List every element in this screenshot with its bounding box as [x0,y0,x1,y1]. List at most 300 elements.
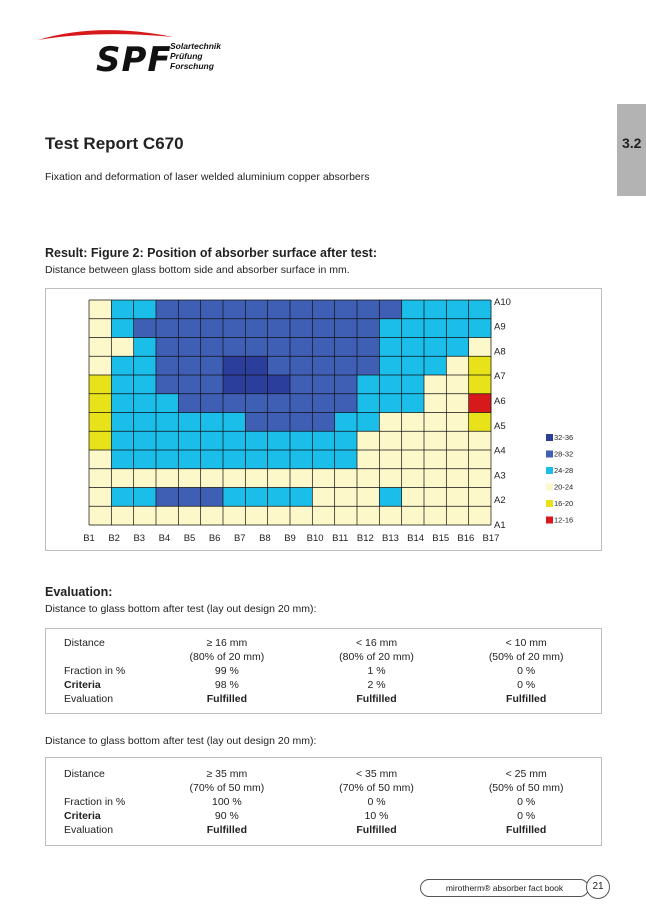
heatmap-cell [335,356,358,375]
heatmap-cell [469,319,492,338]
table-cell: Evaluation [64,693,114,705]
heatmap-cell [268,450,291,469]
evaluation-heading: Evaluation: [45,585,113,599]
heatmap-cell [357,469,380,488]
heatmap-cell [201,394,224,413]
logo-line-2: Prüfung [170,51,203,61]
x-tick-label: B4 [158,533,171,544]
heatmap-cell [223,394,246,413]
heatmap-cell [290,431,313,450]
heatmap-cell [223,300,246,319]
logo-brand: SPF [96,40,172,80]
heatmap-cell [156,300,179,319]
table-cell: ≥ 35 mm [206,768,248,780]
table-cell: (70% of 50 mm) [339,782,414,794]
heatmap-cell [178,375,201,394]
table-cell: Fulfilled [356,693,397,705]
legend-swatch [546,451,553,458]
heatmap-cell [357,506,380,525]
heatmap-cell [290,300,313,319]
heatmap-cell [402,338,425,357]
y-tick-label: A5 [494,420,506,432]
legend-swatch [546,467,553,474]
heatmap-cell [89,356,112,375]
heatmap-cell [312,338,335,357]
heatmap-cell [379,338,402,357]
heatmap-cell [469,356,492,375]
heatmap-cell [111,375,134,394]
table-cell: Evaluation [64,824,114,836]
heatmap-cell [424,356,447,375]
heatmap-cell [245,394,268,413]
heatmap-cell [268,413,291,432]
heatmap-cell [111,394,134,413]
heatmap-cell [268,488,291,507]
footer-book-title: mirotherm® absorber fact book [420,879,589,897]
heatmap-cell [223,375,246,394]
heatmap-cell [223,319,246,338]
heatmap-cell [89,338,112,357]
section-tab [617,104,646,196]
heatmap-cell [379,506,402,525]
heatmap-cell [469,488,492,507]
heatmap-cell [134,506,157,525]
heatmap-cell [111,338,134,357]
table-cell: 99 % [214,665,239,677]
heatmap-cell [357,356,380,375]
heatmap-cell [446,450,469,469]
heatmap-cell [402,319,425,338]
heatmap-cell [201,506,224,525]
heatmap-cell [335,450,358,469]
heatmap-cell [223,338,246,357]
heatmap-cell [134,375,157,394]
heatmap-cell [178,300,201,319]
table-cell: 10 % [364,810,389,822]
table-cell: 0 % [367,796,386,808]
heatmap-cell [357,413,380,432]
table-cell: 0 % [517,810,536,822]
heatmap-cell [335,488,358,507]
heatmap-cell [134,469,157,488]
heatmap-cell [469,300,492,319]
table-cell: < 10 mm [505,637,547,649]
heatmap-cell [469,450,492,469]
logo-line-1: Solartechnik [170,41,222,51]
heatmap-cell [446,413,469,432]
heatmap-cell [245,375,268,394]
heatmap-cell [268,506,291,525]
heatmap-cell [290,506,313,525]
heatmap-cell [402,469,425,488]
heatmap-cell [89,450,112,469]
heatmap-cell [446,356,469,375]
legend-swatch [546,500,553,507]
heatmap-cell [178,413,201,432]
legend-label: 28-32 [554,449,574,459]
heatmap-cell [89,394,112,413]
legend-label: 32-36 [554,433,574,442]
heatmap-cell [156,356,179,375]
heatmap-cell [134,394,157,413]
heatmap-cell [357,431,380,450]
heatmap-cell [379,431,402,450]
heatmap-cell [469,375,492,394]
heatmap-cell [156,394,179,413]
heatmap-cell [379,300,402,319]
heatmap-cell [268,338,291,357]
heatmap-cell [290,413,313,432]
heatmap-cell [89,319,112,338]
x-tick-label: B16 [457,533,475,544]
heatmap-cell [201,469,224,488]
heatmap-cell [424,450,447,469]
heatmap-cell [111,413,134,432]
y-tick-label: A8 [494,346,506,358]
section-tab-label: 3.2 [622,135,642,151]
heatmap-cell [379,356,402,375]
heatmap-cell [178,431,201,450]
heatmap-cell [402,356,425,375]
table-row [46,823,601,837]
table-cell: 2 % [367,679,386,691]
table-cell: 0 % [517,679,536,691]
heatmap-cell [178,356,201,375]
heatmap-cell [290,338,313,357]
heatmap-cell [469,394,492,413]
table-row [46,664,601,678]
heatmap-cell [469,338,492,357]
heatmap-cell [245,431,268,450]
table-row [46,678,601,692]
heatmap-cell [402,506,425,525]
heatmap-cell [402,431,425,450]
heatmap-cell [335,319,358,338]
heatmap-cell [245,413,268,432]
x-tick-label: B5 [183,533,196,544]
heatmap-cell [446,431,469,450]
heatmap-cell [111,319,134,338]
heatmap-cell [335,375,358,394]
heatmap-cell [134,488,157,507]
heatmap-cell [379,375,402,394]
table2-caption: Distance to glass bottom after test (lay out design 20 mm): [45,735,317,747]
heatmap-cell [312,394,335,413]
x-tick-label: B13 [382,533,399,544]
heatmap-cell [201,300,224,319]
heatmap-cell [89,488,112,507]
heatmap-cell [402,450,425,469]
table-row [46,809,601,823]
heatmap-cell [223,431,246,450]
x-tick-label: B11 [332,533,349,544]
heatmap-cell [89,506,112,525]
report-title: Test Report C670 [45,134,184,153]
heatmap-cell [290,319,313,338]
heatmap-cell [111,488,134,507]
legend-swatch [546,484,553,491]
y-tick-label: A9 [494,321,506,333]
heatmap-cell [178,319,201,338]
heatmap-cell [446,338,469,357]
heatmap-cell [424,394,447,413]
table-cell [46,650,152,664]
heatmap-cell [156,319,179,338]
heatmap-cell [379,394,402,413]
heatmap-cell [268,300,291,319]
heatmap-cell [134,431,157,450]
x-tick-label: B1 [83,533,95,544]
heatmap-cell [156,375,179,394]
table-cell: Fulfilled [206,824,248,836]
heatmap-cell [424,319,447,338]
logo-line-3: Forschung [170,61,214,71]
heatmap-cell [312,506,335,525]
table-cell: 98 % [214,679,239,691]
x-tick-label: B2 [108,533,120,544]
heatmap-cell [201,356,224,375]
table-cell: Criteria [64,679,101,691]
x-tick-label: B3 [133,533,146,544]
heatmap-cell [335,469,358,488]
heatmap-cell [290,394,313,413]
table-cell: Fulfilled [506,693,547,705]
chart-frame [45,288,602,551]
heatmap-cell [379,450,402,469]
heatmap-cell [357,319,380,338]
table-cell: 100 % [212,796,242,808]
result-heading: Result: Figure 2: Position of absorber surface after test: [45,246,378,260]
heatmap-cell [379,319,402,338]
heatmap-cell [201,450,224,469]
heatmap-cell [111,356,134,375]
heatmap-cell [245,300,268,319]
heatmap-cell [201,413,224,432]
table-cell: Fulfilled [356,824,397,836]
table-cell: (70% of 50 mm) [189,782,265,794]
x-tick-label: B17 [482,533,500,544]
legend-label: 20-24 [554,482,574,492]
heatmap-cell [89,469,112,488]
heatmap-cell [379,488,402,507]
heatmap-cell [134,300,157,319]
heatmap-cell [178,469,201,488]
heatmap-cell [245,469,268,488]
heatmap-cell [446,394,469,413]
table-row [46,650,601,664]
heatmap-cell [290,488,313,507]
table-row [46,795,601,809]
heatmap-cell [402,300,425,319]
heatmap-cell [357,394,380,413]
heatmap-cell [156,506,179,525]
table-cell [46,781,152,795]
result-subheading: Distance between glass bottom side and absorber surface in mm. [45,264,350,276]
heatmap-cell [357,450,380,469]
evaluation-table-1 [45,628,602,714]
x-tick-label: B9 [284,533,296,544]
heatmap-cell [469,469,492,488]
heatmap-cell [424,431,447,450]
heatmap-cell [89,413,112,432]
heatmap-cell [134,319,157,338]
heatmap-cell [424,506,447,525]
heatmap-cell [223,413,246,432]
table-cell: Fulfilled [206,693,248,705]
table-cell: 0 % [517,665,536,677]
page-number: 21 [586,875,610,899]
table-cell: 0 % [517,796,536,808]
heatmap-cell [245,506,268,525]
heatmap-cell [312,319,335,338]
heatmap-cell [245,488,268,507]
y-tick-label: A10 [494,296,511,308]
table-cell: (50% of 20 mm) [488,651,564,663]
heatmap-cell [424,375,447,394]
heatmap-cell [89,375,112,394]
heatmap-cell [134,413,157,432]
heatmap-cell [268,431,291,450]
heatmap-cell [134,450,157,469]
heatmap-cell [268,469,291,488]
heatmap-cell [268,356,291,375]
heatmap-cell [245,338,268,357]
heatmap-cell [178,488,201,507]
heatmap-cell [402,375,425,394]
heatmap-cell [156,431,179,450]
y-tick-label: A4 [494,445,506,457]
table-cell: Fulfilled [506,824,547,836]
legend-label: 12-16 [554,515,574,525]
heatmap-cell [290,469,313,488]
table-cell: 1 % [367,665,386,677]
table-cell: (80% of 20 mm) [189,651,265,663]
table-row [46,636,601,650]
legend-label: 16-20 [554,499,574,508]
heatmap-cell [357,488,380,507]
heatmap-cell [357,300,380,319]
table1-caption: Distance to glass bottom after test (lay out design 20 mm): [45,603,317,615]
y-tick-label: A7 [494,371,506,383]
heatmap-cell [312,413,335,432]
heatmap-cell [446,506,469,525]
heatmap-cell [156,450,179,469]
heatmap-cell [335,506,358,525]
heatmap-cell [290,356,313,375]
heatmap-cell [245,356,268,375]
heatmap-cell [134,356,157,375]
heatmap-cell [111,300,134,319]
heatmap-cell [312,356,335,375]
y-tick-label: A2 [494,495,506,507]
heatmap-cell [156,488,179,507]
heatmap-cell [178,450,201,469]
table-cell: 90 % [214,810,239,822]
heatmap-cell [312,300,335,319]
heatmap-cell [223,488,246,507]
heatmap-cell [268,319,291,338]
report-subtitle: Fixation and deformation of laser welded aluminium copper absorbers [45,171,370,183]
heatmap-cell [312,431,335,450]
table-cell: < 35 mm [355,768,398,780]
table-cell: Fraction in % [64,665,126,677]
heatmap-cell [379,413,402,432]
table-cell: Distance [64,637,105,649]
heatmap-cell [89,300,112,319]
heatmap-cell [89,431,112,450]
heatmap-cell [469,413,492,432]
heatmap-cell [424,338,447,357]
heatmap-cell [402,488,425,507]
heatmap-cell [178,338,201,357]
heatmap-cell [156,338,179,357]
table-cell: ≥ 16 mm [206,637,248,649]
heatmap-cell [469,506,492,525]
table-row [46,781,601,795]
heatmap-cell [446,488,469,507]
table-row [46,692,601,706]
x-tick-label: B8 [259,533,271,544]
heatmap-cell [223,450,246,469]
table-cell: Fraction in % [64,796,126,808]
heatmap-cell [111,469,134,488]
heatmap-cell [312,488,335,507]
heatmap-cell [469,431,492,450]
heatmap-cell [111,506,134,525]
y-tick-label: A6 [494,396,506,407]
heatmap-cell [201,375,224,394]
evaluation-table-2 [45,757,602,846]
heatmap-cell [268,394,291,413]
heatmap-cell [446,319,469,338]
heatmap-cell [335,431,358,450]
legend-label: 24-28 [554,466,574,475]
heatmap-cell [312,469,335,488]
table-cell: < 16 mm [355,637,398,649]
heatmap-cell [424,488,447,507]
y-tick-label: A1 [494,520,506,531]
heatmap-cell [268,375,291,394]
x-tick-label: B7 [233,533,246,544]
heatmap-cell [223,506,246,525]
table-cell: Criteria [64,810,101,822]
heatmap-cell [245,319,268,338]
heatmap-cell [134,338,157,357]
heatmap-cell [312,450,335,469]
heatmap-cell [446,469,469,488]
heatmap-cell [290,450,313,469]
heatmap-cell [335,413,358,432]
y-tick-label: A3 [494,470,506,482]
heatmap-cell [379,469,402,488]
heatmap-cell [201,338,224,357]
table-cell: < 25 mm [505,768,547,780]
heatmap-cell [201,319,224,338]
heatmap-cell [446,300,469,319]
heatmap-cell [335,394,358,413]
table-row [46,767,601,781]
heatmap-cell [223,356,246,375]
heatmap-cell [245,450,268,469]
absorber-surface-heatmap [46,289,601,550]
heatmap-cell [402,394,425,413]
heatmap-cell [290,375,313,394]
table-cell: (50% of 50 mm) [488,782,564,794]
heatmap-cell [424,413,447,432]
heatmap-cell [201,431,224,450]
heatmap-cell [156,413,179,432]
heatmap-cell [424,469,447,488]
